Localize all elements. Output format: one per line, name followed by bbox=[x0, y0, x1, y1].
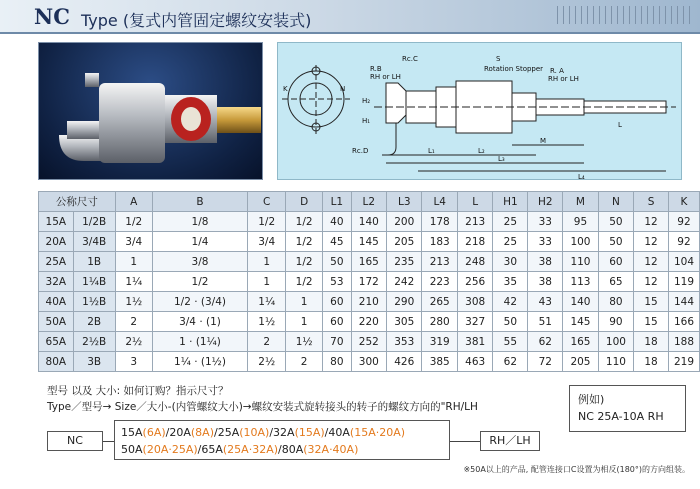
table-cell: 110 bbox=[563, 252, 598, 272]
table-cell: 1 bbox=[248, 252, 286, 272]
table-cell: 60 bbox=[323, 312, 351, 332]
pipe-size-option: (25A·32A) bbox=[222, 443, 279, 456]
table-cell: 12 bbox=[634, 272, 669, 292]
footnote: ※50A以上的产品, 配管连接口C设置为相反(180°)的方向组装。 bbox=[463, 465, 690, 474]
table-cell: 40A bbox=[39, 292, 74, 312]
col-l4: L4 bbox=[422, 192, 457, 212]
table-cell: 426 bbox=[387, 352, 422, 372]
table-cell: 2 bbox=[115, 312, 152, 332]
col-l2: L2 bbox=[351, 192, 386, 212]
table-cell: 1/4 bbox=[152, 232, 248, 252]
table-cell: 140 bbox=[563, 292, 598, 312]
table-cell: 165 bbox=[563, 332, 598, 352]
pipe-size-option: (8A) bbox=[190, 426, 214, 439]
table-cell: 80 bbox=[323, 352, 351, 372]
table-row bbox=[39, 232, 700, 252]
table-cell: 18 bbox=[634, 332, 669, 352]
label-l3: L₃ bbox=[498, 155, 505, 163]
label-s: S bbox=[496, 55, 501, 63]
table-cell: 32A bbox=[39, 272, 74, 292]
table-cell: 1/2 bbox=[286, 212, 323, 232]
pipe-size-option: (6A) bbox=[142, 426, 166, 439]
table-row bbox=[39, 252, 700, 272]
table-cell: 33 bbox=[528, 212, 563, 232]
table-cell: 1 bbox=[115, 252, 152, 272]
label-rb: R.B bbox=[370, 65, 382, 73]
size-options-line-2 bbox=[121, 441, 443, 458]
page-header bbox=[0, 0, 700, 34]
table-cell: 1¼ bbox=[115, 272, 152, 292]
table-row bbox=[39, 272, 700, 292]
table-cell: 1/2 bbox=[286, 252, 323, 272]
table-cell: 90 bbox=[598, 312, 633, 332]
table-row bbox=[39, 312, 700, 332]
model-type: Type (复式内管固定螺纹安装式) bbox=[81, 11, 312, 30]
table-cell: 1½ bbox=[286, 332, 323, 352]
size-option: /20A bbox=[165, 426, 191, 439]
table-cell: 1½B bbox=[73, 292, 115, 312]
table-cell: 15 bbox=[634, 292, 669, 312]
table-cell: 50 bbox=[323, 252, 351, 272]
table-cell: 319 bbox=[422, 332, 457, 352]
order-title: 型号 以及 大小: 如何订购？指示尺寸？ bbox=[47, 385, 229, 397]
table-cell: 280 bbox=[422, 312, 457, 332]
col-h1: H1 bbox=[493, 192, 528, 212]
table-cell: 165 bbox=[351, 252, 386, 272]
label-ra-hand: RH or LH bbox=[548, 75, 579, 83]
table-row bbox=[39, 332, 700, 352]
table-cell: 2½B bbox=[73, 332, 115, 352]
model-code-box: NC bbox=[47, 431, 103, 451]
col-k: K bbox=[668, 192, 699, 212]
table-cell: 463 bbox=[457, 352, 492, 372]
table-cell: 12 bbox=[634, 212, 669, 232]
table-cell: 290 bbox=[387, 292, 422, 312]
table-cell: 144 bbox=[668, 292, 699, 312]
table-cell: 38 bbox=[528, 272, 563, 292]
col-d: D bbox=[286, 192, 323, 212]
table-cell: 178 bbox=[422, 212, 457, 232]
table-cell: 50 bbox=[598, 232, 633, 252]
label-k: K bbox=[283, 85, 288, 93]
example-title: 例如) bbox=[578, 393, 605, 406]
table-cell: 45 bbox=[323, 232, 351, 252]
table-cell: 42 bbox=[493, 292, 528, 312]
table-cell: 65A bbox=[39, 332, 74, 352]
table-cell: 51 bbox=[528, 312, 563, 332]
connector-line-right bbox=[450, 441, 480, 442]
table-cell: 183 bbox=[422, 232, 457, 252]
table-cell: 1¼ bbox=[248, 292, 286, 312]
table-cell: 220 bbox=[351, 312, 386, 332]
table-cell: 1/2 bbox=[152, 272, 248, 292]
size-option: 15A bbox=[121, 426, 143, 439]
table-cell: 1/2 bbox=[248, 212, 286, 232]
spec-table bbox=[38, 191, 700, 372]
model-name: NC bbox=[34, 4, 70, 29]
table-row bbox=[39, 352, 700, 372]
table-cell: 60 bbox=[598, 252, 633, 272]
table-cell: 1¼B bbox=[73, 272, 115, 292]
size-option: /80A bbox=[278, 443, 304, 456]
size-options-box bbox=[114, 420, 450, 460]
label-h1: H₁ bbox=[362, 117, 371, 125]
label-l2: L₂ bbox=[478, 147, 485, 155]
table-cell: 25A bbox=[39, 252, 74, 272]
table-cell: 140 bbox=[351, 212, 386, 232]
table-cell: 1½ bbox=[248, 312, 286, 332]
table-cell: 50 bbox=[493, 312, 528, 332]
table-row bbox=[39, 212, 700, 232]
table-cell: 62 bbox=[493, 352, 528, 372]
table-cell: 55 bbox=[493, 332, 528, 352]
pipe-size-option: (15A) bbox=[294, 426, 325, 439]
table-cell: 70 bbox=[323, 332, 351, 352]
label-m: M bbox=[540, 137, 547, 145]
label-rb-hand: RH or LH bbox=[370, 73, 401, 81]
label-l4: L₄ bbox=[578, 173, 585, 181]
table-cell: 210 bbox=[351, 292, 386, 312]
table-cell: 2B bbox=[73, 312, 115, 332]
table-cell: 1 bbox=[286, 312, 323, 332]
table-cell: 3/4 bbox=[248, 232, 286, 252]
table-cell: 2 bbox=[248, 332, 286, 352]
table-cell: 3/8 bbox=[152, 252, 248, 272]
table-cell: 213 bbox=[422, 252, 457, 272]
col-c: C bbox=[248, 192, 286, 212]
table-cell: 92 bbox=[668, 232, 699, 252]
table-cell: 223 bbox=[422, 272, 457, 292]
table-cell: 213 bbox=[457, 212, 492, 232]
table-cell: 242 bbox=[387, 272, 422, 292]
table-cell: 18 bbox=[634, 352, 669, 372]
table-cell: 15 bbox=[634, 312, 669, 332]
table-cell: 1 bbox=[248, 272, 286, 292]
table-cell: 145 bbox=[563, 312, 598, 332]
table-cell: 353 bbox=[387, 332, 422, 352]
table-cell: 3 bbox=[115, 352, 152, 372]
table-cell: 265 bbox=[422, 292, 457, 312]
table-cell: 1B bbox=[73, 252, 115, 272]
size-option: /65A bbox=[197, 443, 223, 456]
table-cell: 1 bbox=[286, 292, 323, 312]
table-cell: 95 bbox=[563, 212, 598, 232]
pipe-size-option: (15A·20A) bbox=[349, 426, 406, 439]
table-cell: 110 bbox=[598, 352, 633, 372]
table-cell: 219 bbox=[668, 352, 699, 372]
table-cell: 12 bbox=[634, 252, 669, 272]
table-cell: 80 bbox=[598, 292, 633, 312]
table-cell: 166 bbox=[668, 312, 699, 332]
table-cell: 172 bbox=[351, 272, 386, 292]
label-rotation: Rotation Stopper bbox=[484, 65, 544, 73]
table-cell: 113 bbox=[563, 272, 598, 292]
table-cell: 1/2B bbox=[73, 212, 115, 232]
table-cell: 25 bbox=[493, 212, 528, 232]
pipe-size-option: (20A·25A) bbox=[142, 443, 198, 456]
table-cell: 381 bbox=[457, 332, 492, 352]
table-cell: 1/2 bbox=[286, 272, 323, 292]
table-cell: 327 bbox=[457, 312, 492, 332]
table-cell: 1/8 bbox=[152, 212, 248, 232]
table-cell: 205 bbox=[387, 232, 422, 252]
label-rcl: Rc.C bbox=[402, 55, 418, 63]
order-description: Type／型号→ Size／大小-(内管螺纹大小)→螺纹安装式旋转接头的转子的螺纹方向的"RH/LH bbox=[47, 401, 478, 413]
example-box bbox=[569, 385, 686, 432]
col-b: B bbox=[152, 192, 248, 212]
table-cell: 33 bbox=[528, 232, 563, 252]
table-cell: 35 bbox=[493, 272, 528, 292]
table-cell: 1½ bbox=[115, 292, 152, 312]
table-cell: 65 bbox=[598, 272, 633, 292]
table-cell: 1/2 · (3/4) bbox=[152, 292, 248, 312]
table-cell: 256 bbox=[457, 272, 492, 292]
table-cell: 2 bbox=[286, 352, 323, 372]
table-cell: 43 bbox=[528, 292, 563, 312]
table-cell: 12 bbox=[634, 232, 669, 252]
table-cell: 100 bbox=[563, 232, 598, 252]
table-cell: 1 · (1¼) bbox=[152, 332, 248, 352]
table-cell: 188 bbox=[668, 332, 699, 352]
label-n: N bbox=[340, 85, 346, 93]
label-ra: R. A bbox=[550, 67, 564, 75]
col-h2: H2 bbox=[528, 192, 563, 212]
header-stripes bbox=[557, 6, 690, 24]
table-cell: 72 bbox=[528, 352, 563, 372]
table-cell: 3/4 · (1) bbox=[152, 312, 248, 332]
col-s: S bbox=[634, 192, 669, 212]
table-cell: 218 bbox=[457, 232, 492, 252]
col-a: A bbox=[115, 192, 152, 212]
table-cell: 2½ bbox=[115, 332, 152, 352]
table-cell: 385 bbox=[422, 352, 457, 372]
table-cell: 1/2 bbox=[286, 232, 323, 252]
table-cell: 50 bbox=[598, 212, 633, 232]
table-cell: 200 bbox=[387, 212, 422, 232]
hand-direction-box: RH／LH bbox=[480, 431, 540, 451]
col-l: L bbox=[457, 192, 492, 212]
table-cell: 38 bbox=[528, 252, 563, 272]
col-l3: L3 bbox=[387, 192, 422, 212]
table-cell: 20A bbox=[39, 232, 74, 252]
table-cell: 80A bbox=[39, 352, 74, 372]
label-rcd: Rc.D bbox=[352, 147, 369, 155]
table-cell: 15A bbox=[39, 212, 74, 232]
table-cell: 305 bbox=[387, 312, 422, 332]
col-m: M bbox=[563, 192, 598, 212]
technical-drawing bbox=[277, 42, 682, 180]
col-n: N bbox=[598, 192, 633, 212]
table-cell: 252 bbox=[351, 332, 386, 352]
table-cell: 104 bbox=[668, 252, 699, 272]
table-cell: 50A bbox=[39, 312, 74, 332]
table-cell: 1/2 bbox=[115, 212, 152, 232]
table-cell: 2½ bbox=[248, 352, 286, 372]
example-code: NC 25A-10A RH bbox=[578, 410, 664, 423]
table-cell: 3B bbox=[73, 352, 115, 372]
product-photo bbox=[38, 42, 263, 180]
table-cell: 308 bbox=[457, 292, 492, 312]
col-l1: L1 bbox=[323, 192, 351, 212]
table-cell: 1¼ · (1½) bbox=[152, 352, 248, 372]
table-cell: 92 bbox=[668, 212, 699, 232]
size-options-line-1 bbox=[121, 424, 443, 441]
table-cell: 30 bbox=[493, 252, 528, 272]
table-cell: 3/4 bbox=[115, 232, 152, 252]
size-option: /32A bbox=[269, 426, 295, 439]
table-row bbox=[39, 292, 700, 312]
table-cell: 62 bbox=[528, 332, 563, 352]
table-cell: 145 bbox=[351, 232, 386, 252]
table-cell: 100 bbox=[598, 332, 633, 352]
table-cell: 119 bbox=[668, 272, 699, 292]
table-cell: 53 bbox=[323, 272, 351, 292]
size-option: /40A bbox=[324, 426, 350, 439]
connector-line-left bbox=[103, 441, 114, 442]
table-cell: 60 bbox=[323, 292, 351, 312]
table-cell: 25 bbox=[493, 232, 528, 252]
table-cell: 3/4B bbox=[73, 232, 115, 252]
size-option: 50A bbox=[121, 443, 143, 456]
table-cell: 235 bbox=[387, 252, 422, 272]
label-l1: L₁ bbox=[428, 147, 435, 155]
table-cell: 248 bbox=[457, 252, 492, 272]
col-nominal: 公称尺寸 bbox=[39, 192, 116, 212]
size-option: /25A bbox=[213, 426, 240, 439]
table-header-row bbox=[39, 192, 700, 212]
table-cell: 300 bbox=[351, 352, 386, 372]
table-cell: 205 bbox=[563, 352, 598, 372]
pipe-size-option: (10A) bbox=[239, 426, 270, 439]
table-cell: 40 bbox=[323, 212, 351, 232]
pipe-size-option: (32A·40A) bbox=[303, 443, 359, 456]
label-l: L bbox=[618, 121, 622, 129]
label-h2: H₂ bbox=[362, 97, 371, 105]
